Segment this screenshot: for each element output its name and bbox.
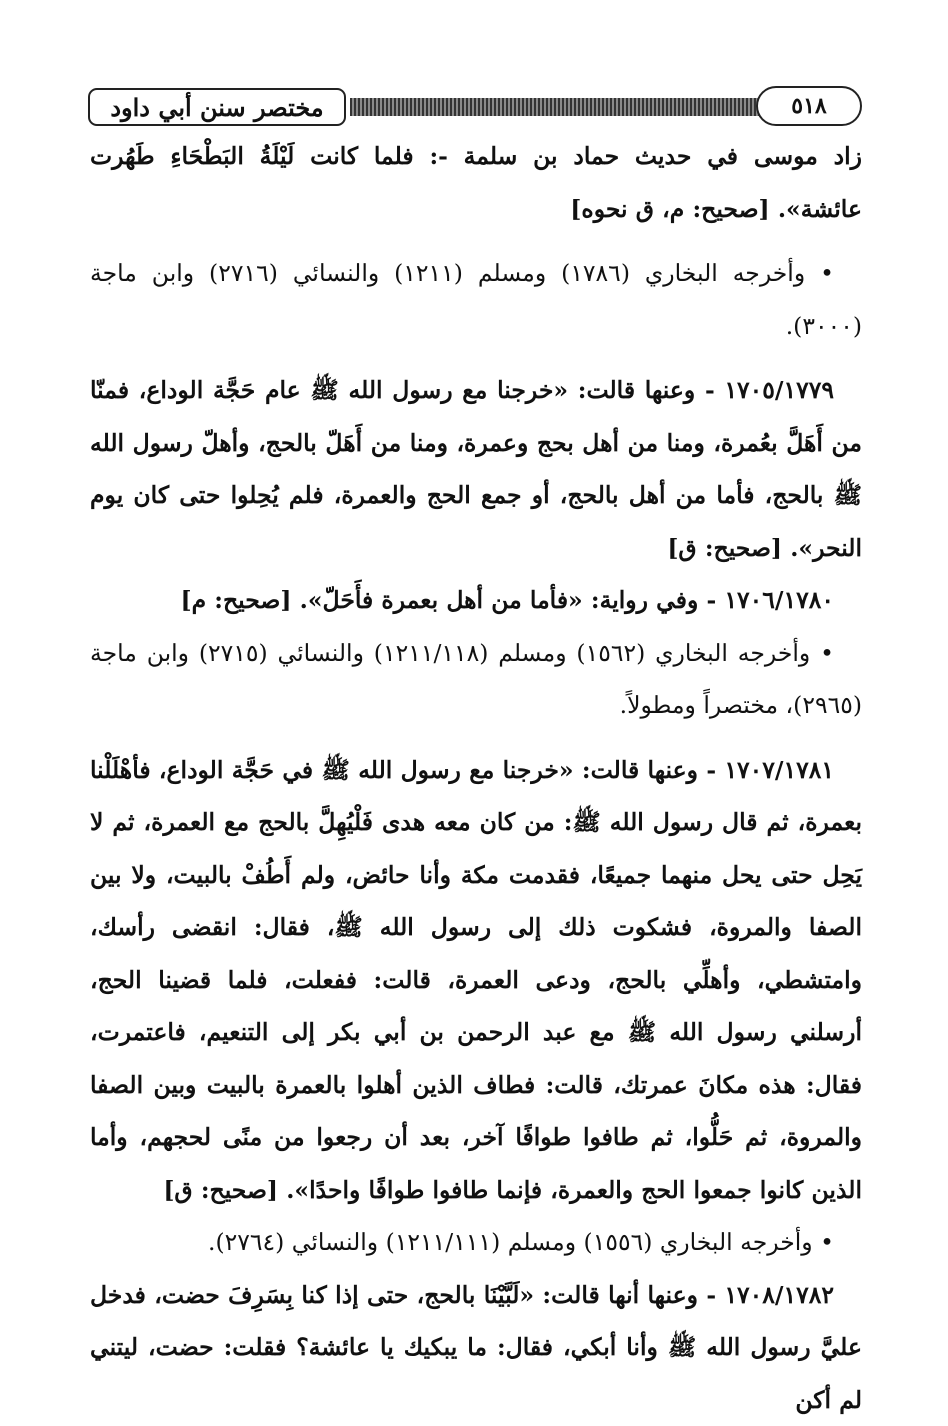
header-decorative-band xyxy=(350,98,820,116)
hadith-1780: ١٧٠٦/١٧٨٠ - وفي رواية: «فأما من أهل بعمرة فأَحَلّ». [صحيح: م] xyxy=(90,574,862,627)
takhrij-note: • وأخرجه البخاري (١٧٨٦) ومسلم (١٢١١) والنسائي (٢٧١٦) وابن ماجة (٣٠٠٠). xyxy=(90,247,862,352)
takhrij-note: • وأخرجه البخاري (١٥٦٢) ومسلم (١٢١١/١١٨) والنسائي (٢٧١٥) وابن ماجة (٢٩٦٥)، مختصراً ومطولاً. xyxy=(90,627,862,732)
page-body xyxy=(90,130,862,1426)
page-header xyxy=(88,84,862,130)
page-number: ٥١٨ xyxy=(756,86,862,126)
book-title: مختصر سنن أبي داود xyxy=(88,88,346,126)
hadith-1779: ١٧٠٥/١٧٧٩ - وعنها قالت: «خرجنا مع رسول الله ﷺ عام حَجَّة الوداع، فمنّا من أَهَلَّ بعُمرة، ومنا من أهل بحج وعمرة، ومنا من أَهَلّ بالحج، وأهلّ رسول الله ﷺ بالحج، فأما من أهل بالحج، أو جمع الحج والعمرة، فلم يُحِلوا حتى كان يوم النحر». [صحيح: ق] xyxy=(90,364,862,574)
hadith-1781: ١٧٠٧/١٧٨١ - وعنها قالت: «خرجنا مع رسول الله ﷺ في حَجَّة الوداع، فأهْلَلْنا بعمرة، ثم قال رسول الله ﷺ: من كان معه هدى فَلْيُهِلَّ بالحج مع العمرة، ثم لا يَحِل حتى يحل منهما جميعًا، فقدمت مكة وأنا حائض، ولم أَطُفْ بالبيت، ولا بين الصفا والمروة، فشكوت ذلك إلى رسول الله ﷺ، فقال: انقضى رأسك، وامتشطي، وأهلِّي بالحج، ودعى العمرة، قالت: ففعلت، فلما قضينا الحج، أرسلني رسول الله ﷺ مع عبد الرحمن بن أبي بكر إلى التنعيم، فاعتمرت، فقال: هذه مكانَ عمرتك، قالت: فطاف الذين أهلوا بالعمرة بالبيت وبين الصفا والمروة، ثم حَلُّوا، ثم طافوا طوافًا آخر، بعد أن رجعوا من منًى لحجهم، وأما الذين كانوا جمعوا الحج والعمرة، فإنما طافوا طوافًا واحدًا». [صحيح: ق] xyxy=(90,744,862,1217)
paragraph-continuation: زاد موسى في حديث حماد بن سلمة -: فلما كانت لَيْلَةُ البَطْحَاءِ طَهُرت عائشة». [صحيح: م، ق نحوه] xyxy=(90,130,862,235)
hadith-1782: ١٧٠٨/١٧٨٢ - وعنها أنها قالت: «لَبَّيْنَا بالحج، حتى إذا كنا بِسَرِفَ حضت، فدخل عليَّ رسول الله ﷺ وأنا أبكي، فقال: ما يبكيك يا عائشة؟ فقلت: حضت، ليتني لم أكن xyxy=(90,1269,862,1426)
takhrij-note: • وأخرجه البخاري (١٥٥٦) ومسلم (١٢١١/١١١) والنسائي (٢٧٦٤). xyxy=(90,1216,862,1269)
